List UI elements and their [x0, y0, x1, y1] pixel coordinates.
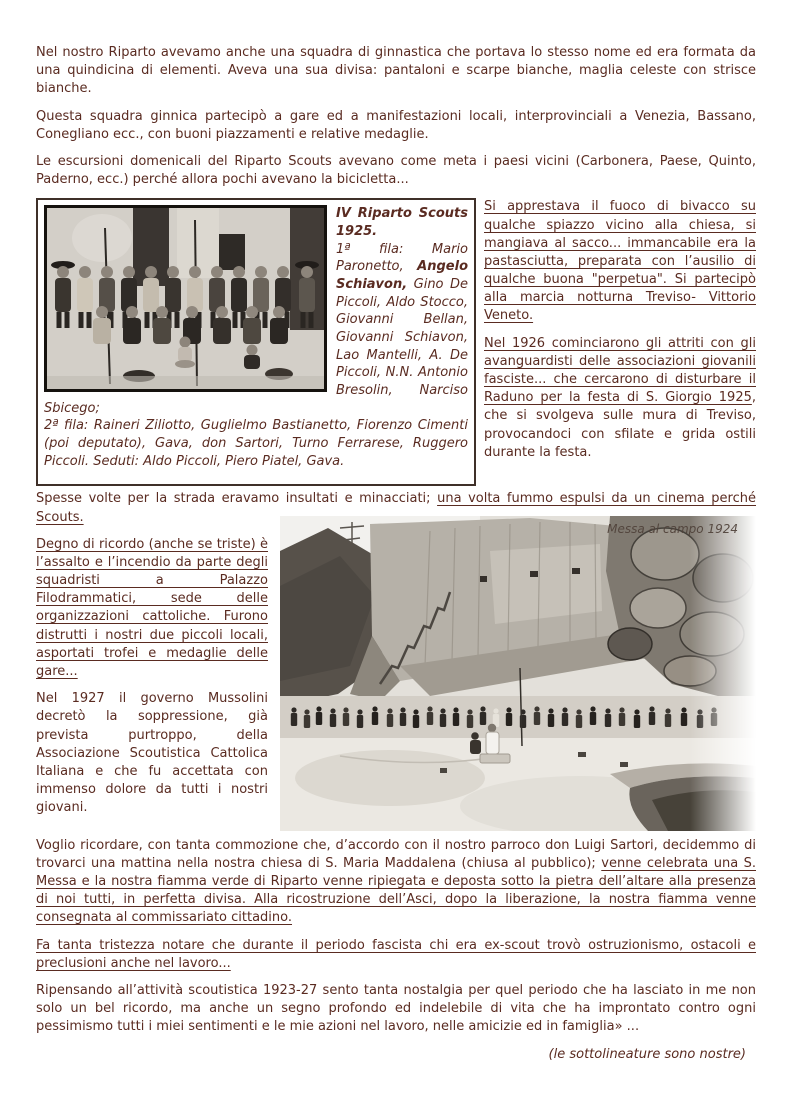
paragraph-ripensando-nostalgia: Ripensando all’attività scoutistica 1923-27 sento tanta nostalgia per quel periodo che ha lasciato in me non solo un bel ricordo, ma anche un segno profondo ed indelebile di vita che ha improntato contro ogni pessimismo tutti i miei sentimenti e le mie azioni nel lavoro, nelle amicizie ed in famiglia» ...	[36, 983, 756, 1035]
floor	[47, 376, 324, 389]
paragraph-palazzo-filodrammatici: Degno di ricordo (anche se triste) è l’assalto e l’incendio da parte degli squadristi a Palazzo Filodrammatici, sede delle organizzazioni cattoliche. Furono distrutti i nostri due piccoli locali, asportati trofei e medaglie delle gare...	[36, 536, 268, 679]
paragraph-squadra-ginnastica: Nel nostro Riparto avevamo anche una squadra di ginnastica che portava lo stesso nome ed era formata da una quindicina di elementi. Aveva una sua divisa: pantaloni e scarpe bianche, maglia celeste con strisce bianche.	[36, 45, 756, 97]
text-and-photo-row	[36, 521, 756, 831]
doorway	[219, 234, 245, 270]
camp-mass-illustration	[280, 516, 756, 831]
photo-and-column-row	[36, 198, 756, 486]
paragraph-insultati-minacciati: Spesse volte per la strada eravamo insultati e minacciati; una volta fummo espulsi da un cinema perché Scouts.	[36, 491, 756, 525]
photo-frame-riparto-1925	[36, 198, 476, 486]
right-text-column	[484, 198, 756, 486]
paragraph-gare-manifestazioni: Questa squadra ginnica partecipò a gare ed a manifestazioni locali, interprovinciali a Venezia, Bassano, Conegliano ecc., con buoni piazzamenti e relative medaglie.	[36, 108, 756, 142]
group-photo-illustration	[47, 208, 324, 389]
paragraph-fuoco-di-bivacco: Si apprestava il fuoco di bivacco su qualche spiazzo vicino alla chiesa, si mangiava al sacco... immancabile era la pastasciutta, preparata con l’ausilio di qualche buona "perpetua". Si partecipò alla marcia notturna Treviso- Vittorio Veneto.	[484, 199, 756, 324]
paragraph-tristezza-periodo-fascista: Fa tanta tristezza notare che durante il periodo fascista chi era ex-scout trovò ostruzionismo, ostacoli e preclusioni anche nel lavoro...	[36, 937, 756, 971]
photo-messa-al-campo	[280, 516, 756, 831]
paragraph-escursioni-domenicali: Le escursioni domenicali del Riparto Scouts avevano come meta i paesi vicini (Carbonera, Paese, Quinto, Paderno, ecc.) perché allora pochi avevano la bicicletta...	[36, 153, 756, 188]
paragraph-soppressione-1927: Nel 1927 il governo Mussolini decretò la soppressione, già prevista purtroppo, della Associazione Scoutistica Cattolica Italiana e che fu accettata con immenso dolore da tutti i nostri giovani.	[36, 691, 268, 816]
photo1-caption: IV Riparto Scouts 1925. 1ª fila: Mario Paronetto, Angelo Schiavon, Gino De Piccoli, Aldo Stocco, Giovanni Bellan, Giovanni Schiavon, Lao Mantelli, A. De Piccoli, N.N. Antonio Bresolin, Narciso Sbicego; 2ª fila: Raineri Ziliotto, Guglielmo Bastianetto, Fiorenzo Cimenti (poi deputato), Gava, don Sartori, Turno Ferrarese, Ruggero Piccoli. Seduti: Aldo Piccoli, Piero Piatel, Gava.	[44, 206, 468, 469]
left-text-column	[36, 536, 268, 827]
footnote-sottolineature: (le sottolineature sono nostre)	[548, 1046, 746, 1062]
right-fade	[690, 516, 756, 831]
photo-riparto-scouts-1925	[44, 205, 327, 392]
photo2-caption: Messa al campo 1924	[607, 521, 738, 536]
paragraph-messa-maddalena: Voglio ricordare, con tanta commozione che, d’accordo con il nostro parroco don Luigi Sartori, decidemmo di trovarci una mattina nella nostra chiesa di S. Maria Maddalena (chiusa al pubblico); venne celebrata una S. Messa e la nostra fiamma verde di Riparto venne ripiegata e deposta sotto la pietra dell’altare alla presenza di noi tutti, in perfetta divisa. Alla ricostruzione dell’Asci, dopo la liberazione, la nostra fiamma venne consegnata al commissariato cittadino.	[36, 837, 756, 926]
paragraph-attriti-1926: Nel 1926 cominciarono gli attriti con gli avanguardisti delle associazioni giovanili fasciste... che cercarono di disturbare il Raduno per la festa di S. Giorgio 1925, che si svolgeva sulle mura di Treviso, provocandoci con sfilate e grida ostili durante la festa.	[484, 335, 756, 460]
